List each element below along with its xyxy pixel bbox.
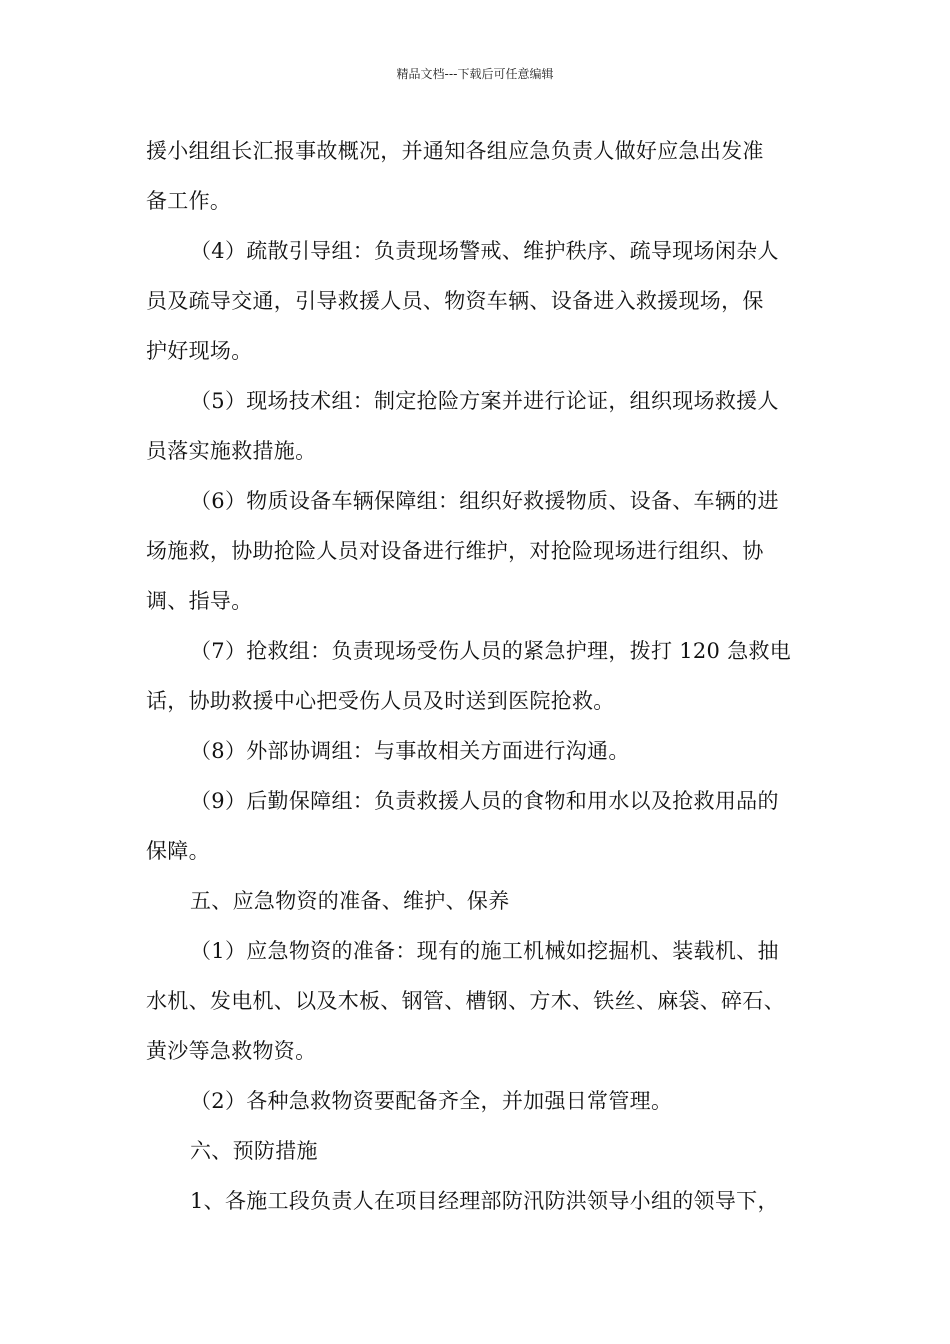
section-heading: 六、预防措施 — [190, 1139, 318, 1163]
text-line: （8）外部协调组：与事故相关方面进行沟通。 — [190, 739, 630, 763]
text-line: 员及疏导交通，引导救援人员、物资车辆、设备进入救援现场，保 — [146, 289, 764, 313]
text-line: 备工作。 — [146, 189, 232, 213]
text-line: 水机、发电机、以及木板、钢管、槽钢、方木、铁丝、麻袋、碎石、 — [146, 989, 785, 1013]
text-line: （7）抢救组：负责现场受伤人员的紧急护理，拨打 120 急救电 — [190, 639, 792, 663]
text-line: 1、各施工段负责人在项目经理部防汛防洪领导小组的领导下， — [190, 1189, 779, 1213]
text-line: （4）疏散引导组：负责现场警戒、维护秩序、疏导现场闲杂人 — [190, 239, 779, 263]
text-line: 员落实施救措施。 — [146, 439, 317, 463]
text-line: 话，协助救援中心把受伤人员及时送到医院抢救。 — [146, 689, 615, 713]
text-line: 调、指导。 — [146, 589, 253, 613]
section-heading: 五、应急物资的准备、维护、保养 — [190, 889, 510, 913]
text-line: 护好现场。 — [146, 339, 253, 363]
text-line: 黄沙等急救物资。 — [146, 1039, 317, 1063]
text-line: 保障。 — [146, 839, 210, 863]
text-line: （5）现场技术组：制定抢险方案并进行论证，组织现场救援人 — [190, 389, 779, 413]
text-line: （2）各种急救物资要配备齐全，并加强日常管理。 — [190, 1089, 673, 1113]
document-body — [146, 126, 826, 1226]
text-line: （1）应急物资的准备：现有的施工机械如挖掘机、装载机、抽 — [190, 939, 779, 963]
text-line: 场施救，协助抢险人员对设备进行维护，对抢险现场进行组织、协 — [146, 539, 764, 563]
text-line: （9）后勤保障组：负责救援人员的食物和用水以及抢救用品的 — [190, 789, 779, 813]
text-line: （6）物质设备车辆保障组：组织好救援物质、设备、车辆的进 — [190, 489, 779, 513]
text-line: 援小组组长汇报事故概况，并通知各组应急负责人做好应急出发准 — [146, 139, 764, 163]
page-header: 精品文档---下载后可任意编辑 — [396, 67, 554, 81]
